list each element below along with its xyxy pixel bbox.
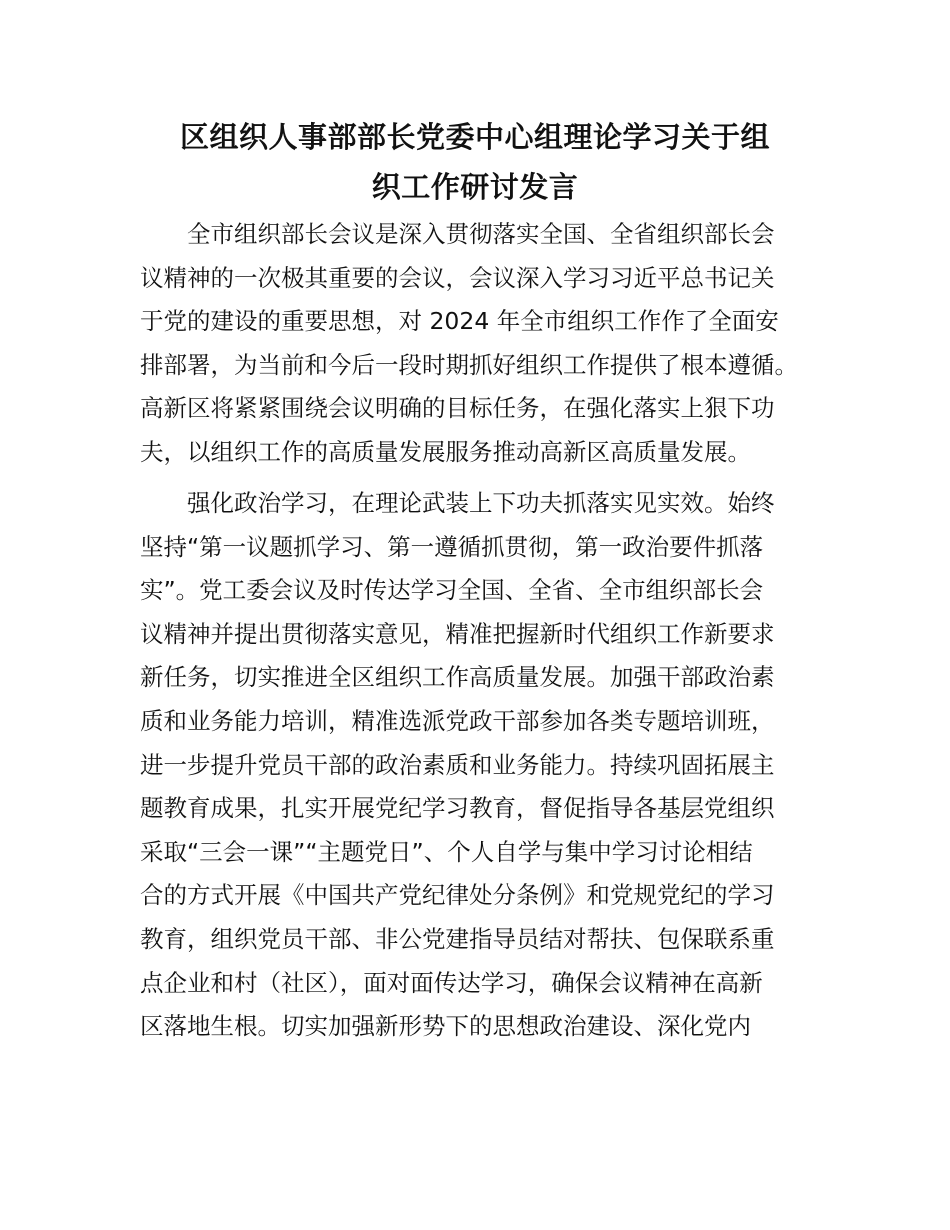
title-line: 织工作研讨发言 [371, 170, 579, 204]
text-line: 夫，以组织工作的高质量发展服务推动高新区高质量发展。 [140, 437, 751, 466]
text-line: 合的方式开展《中国共产党纪律处分条例》和党规党纪的学习 [140, 881, 775, 910]
text-line: 议精神并提出贯彻落实意见，精准把握新时代组织工作新要求 [140, 619, 775, 648]
text-line: 新任务，切实推进全区组织工作高质量发展。加强干部政治素 [140, 663, 775, 692]
document-title [140, 112, 810, 212]
text-line: 教育，组织党员干部、非公党建指导员结对帮扶、包保联系重 [140, 924, 775, 953]
text-line: 区落地生根。切实加强新形势下的思想政治建设、深化党内 [140, 1012, 751, 1041]
text-line: 于党的建设的重要思想，对 2024 年全市组织工作作了全面安 [140, 307, 779, 336]
text-line: 议精神的一次极其重要的会议，会议深入学习习近平总书记关 [140, 263, 775, 292]
text-line: 采取“三会一课”“主题党日”、个人自学与集中学习讨论相结 [140, 837, 753, 866]
text-line: 实”。党工委会议及时传达学习全国、全省、全市组织部长会 [140, 576, 764, 605]
text-line: 点企业和村（社区），面对面传达学习，确保会议精神在高新 [140, 968, 763, 997]
text-line: 质和业务能力培训，精准选派党政干部参加各类专题培训班， [140, 706, 775, 735]
text-line: 强化政治学习，在理论武装上下功夫抓落实见实效。始终 [140, 489, 775, 517]
text-line: 高新区将紧紧围绕会议明确的目标任务，在强化落实上狠下功 [140, 394, 775, 423]
paragraph-2 [140, 482, 820, 1049]
text-line: 进一步提升党员干部的政治素质和业务能力。持续巩固拓展主 [140, 750, 775, 779]
text-line: 题教育成果，扎实开展党纪学习教育，督促指导各基层党组织 [140, 794, 775, 823]
paragraph-1 [140, 213, 820, 475]
text-line: 全市组织部长会议是深入贯彻落实全国、全省组织部长会 [140, 220, 775, 248]
text-line: 坚持“第一议题抓学习、第一遵循抓贯彻，第一政治要件抓落 [140, 532, 764, 561]
text-line: 排部署，为当前和今后一段时期抓好组织工作提供了根本遵循。 [140, 350, 798, 379]
title-line: 区组织人事部部长党委中心组理论学习关于组 [179, 120, 770, 154]
